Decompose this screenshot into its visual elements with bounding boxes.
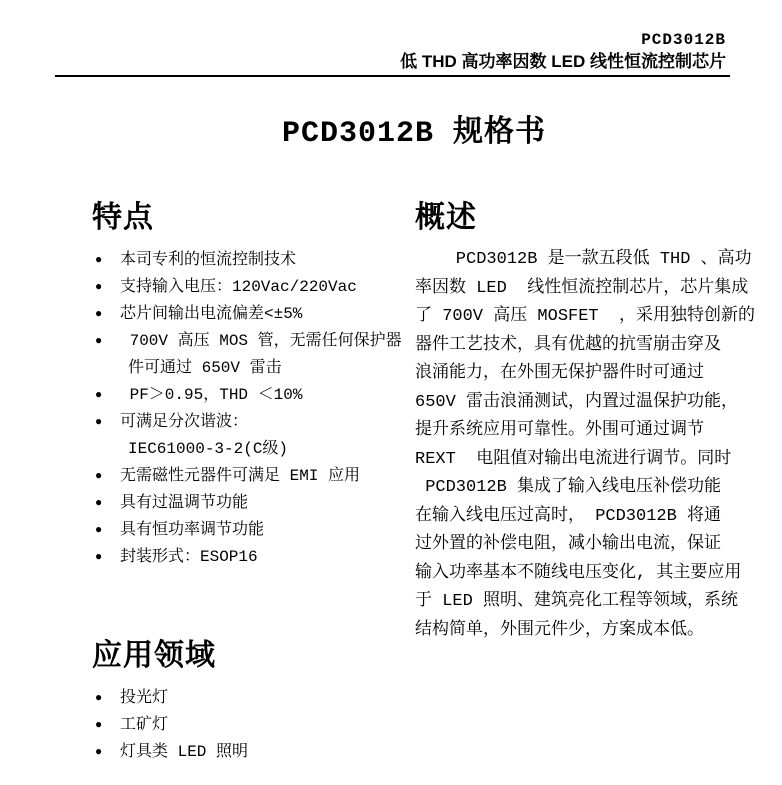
feature-item [92, 301, 407, 328]
feature-item [92, 328, 407, 382]
bullet-icon: ● [95, 388, 103, 402]
overview-line: 了 700V 高压 MOSFET ，采用独特创新的 [415, 307, 756, 326]
overview-line: 于 LED 照明、建筑亮化工程等领域，系统 [415, 592, 739, 611]
application-text: 灯具类 LED 照明 [120, 743, 249, 761]
application-item [92, 712, 432, 739]
feature-item [92, 490, 407, 517]
document-title: PCD3012B 规格书 [281, 117, 547, 151]
feature-item [92, 409, 407, 463]
overview-line: 输入功率基本不随线电压变化, 其主要应用 [415, 563, 742, 583]
overview-line: 结构简单，外围元件少，方案成本低。 [415, 620, 704, 640]
feature-text: 芯片间输出电流偏差<±5% [120, 305, 303, 323]
bullet-icon: ● [95, 307, 103, 321]
overview-line: 过外置的补偿电阻，减小输出电流，保证 [415, 535, 721, 554]
overview-paragraph [415, 246, 756, 645]
overview-section [415, 200, 756, 645]
feature-text: 支持输入电压：120Vac/220Vac [120, 278, 357, 296]
feature-text: 具有过温调节功能 [120, 494, 249, 512]
feature-text: 700V 高压 MOS 管，无需任何保护器 [120, 332, 402, 350]
feature-text: 具有恒功率调节功能 [120, 521, 265, 539]
feature-item [92, 382, 407, 409]
bullet-icon: ● [95, 253, 103, 267]
applications-list [92, 685, 432, 766]
bullet-icon: ● [95, 523, 103, 537]
features-heading: 特点 [92, 201, 154, 234]
feature-item [92, 247, 407, 274]
overview-line: PCD3012B 是一款五段低 THD 、高功 [415, 250, 752, 269]
application-item [92, 739, 432, 766]
overview-line: 器件工艺技术，具有优越的抗雪崩击穿及 [415, 335, 721, 355]
bullet-icon: ● [95, 469, 103, 483]
bullet-icon: ● [95, 496, 103, 510]
bullet-icon: ● [95, 415, 103, 429]
feature-text-continuation: IEC61000-3-2(C级) [128, 440, 289, 458]
application-text: 投光灯 [120, 689, 169, 707]
overview-line: REXT 电阻值对输出电流进行调节。同时 [415, 449, 732, 469]
overview-line: 在输入线电压过高时， PCD3012B 将通 [415, 506, 722, 526]
header-divider [55, 75, 730, 77]
application-text: 工矿灯 [120, 716, 169, 734]
page-header [400, 31, 726, 73]
bullet-icon: ● [95, 745, 103, 759]
overview-line: PCD3012B 集成了输入线电压补偿功能 [415, 478, 722, 497]
overview-line: 率因数 LED 线性恒流控制芯片，芯片集成 [415, 278, 749, 298]
feature-text: 无需磁性元器件可满足 EMI 应用 [120, 467, 361, 485]
features-list [92, 247, 407, 571]
bullet-icon: ● [95, 280, 103, 294]
features-section [92, 200, 407, 571]
feature-item [92, 274, 407, 301]
bullet-icon: ● [95, 550, 103, 564]
overview-line: 650V 雷击浪涌测试，内置过温保护功能， [415, 392, 739, 412]
part-number: PCD3012B [641, 31, 726, 49]
feature-text-continuation: 件可通过 650V 雷击 [128, 359, 282, 377]
feature-text: 本司专利的恒流控制技术 [120, 251, 297, 269]
feature-item [92, 463, 407, 490]
chip-description: 低 THD 高功率因数 LED 线性恒流控制芯片 [400, 52, 726, 71]
applications-section [92, 638, 432, 766]
feature-text: 可满足分次谐波： [120, 413, 249, 431]
feature-text: 封装形式：ESOP16 [120, 548, 258, 566]
feature-text: PF＞0.95，THD ＜10% [120, 386, 303, 404]
feature-item [92, 517, 407, 544]
application-item [92, 685, 432, 712]
applications-heading: 应用领域 [92, 639, 216, 672]
bullet-icon: ● [95, 334, 103, 348]
bullet-icon: ● [95, 718, 103, 732]
overview-line: 提升系统应用可靠性。外围可通过调节 [415, 421, 704, 440]
overview-line: 浪涌能力，在外围无保护器件时可通过 [415, 364, 704, 383]
bullet-icon: ● [95, 691, 103, 705]
feature-item [92, 544, 407, 571]
overview-heading: 概述 [415, 201, 477, 234]
